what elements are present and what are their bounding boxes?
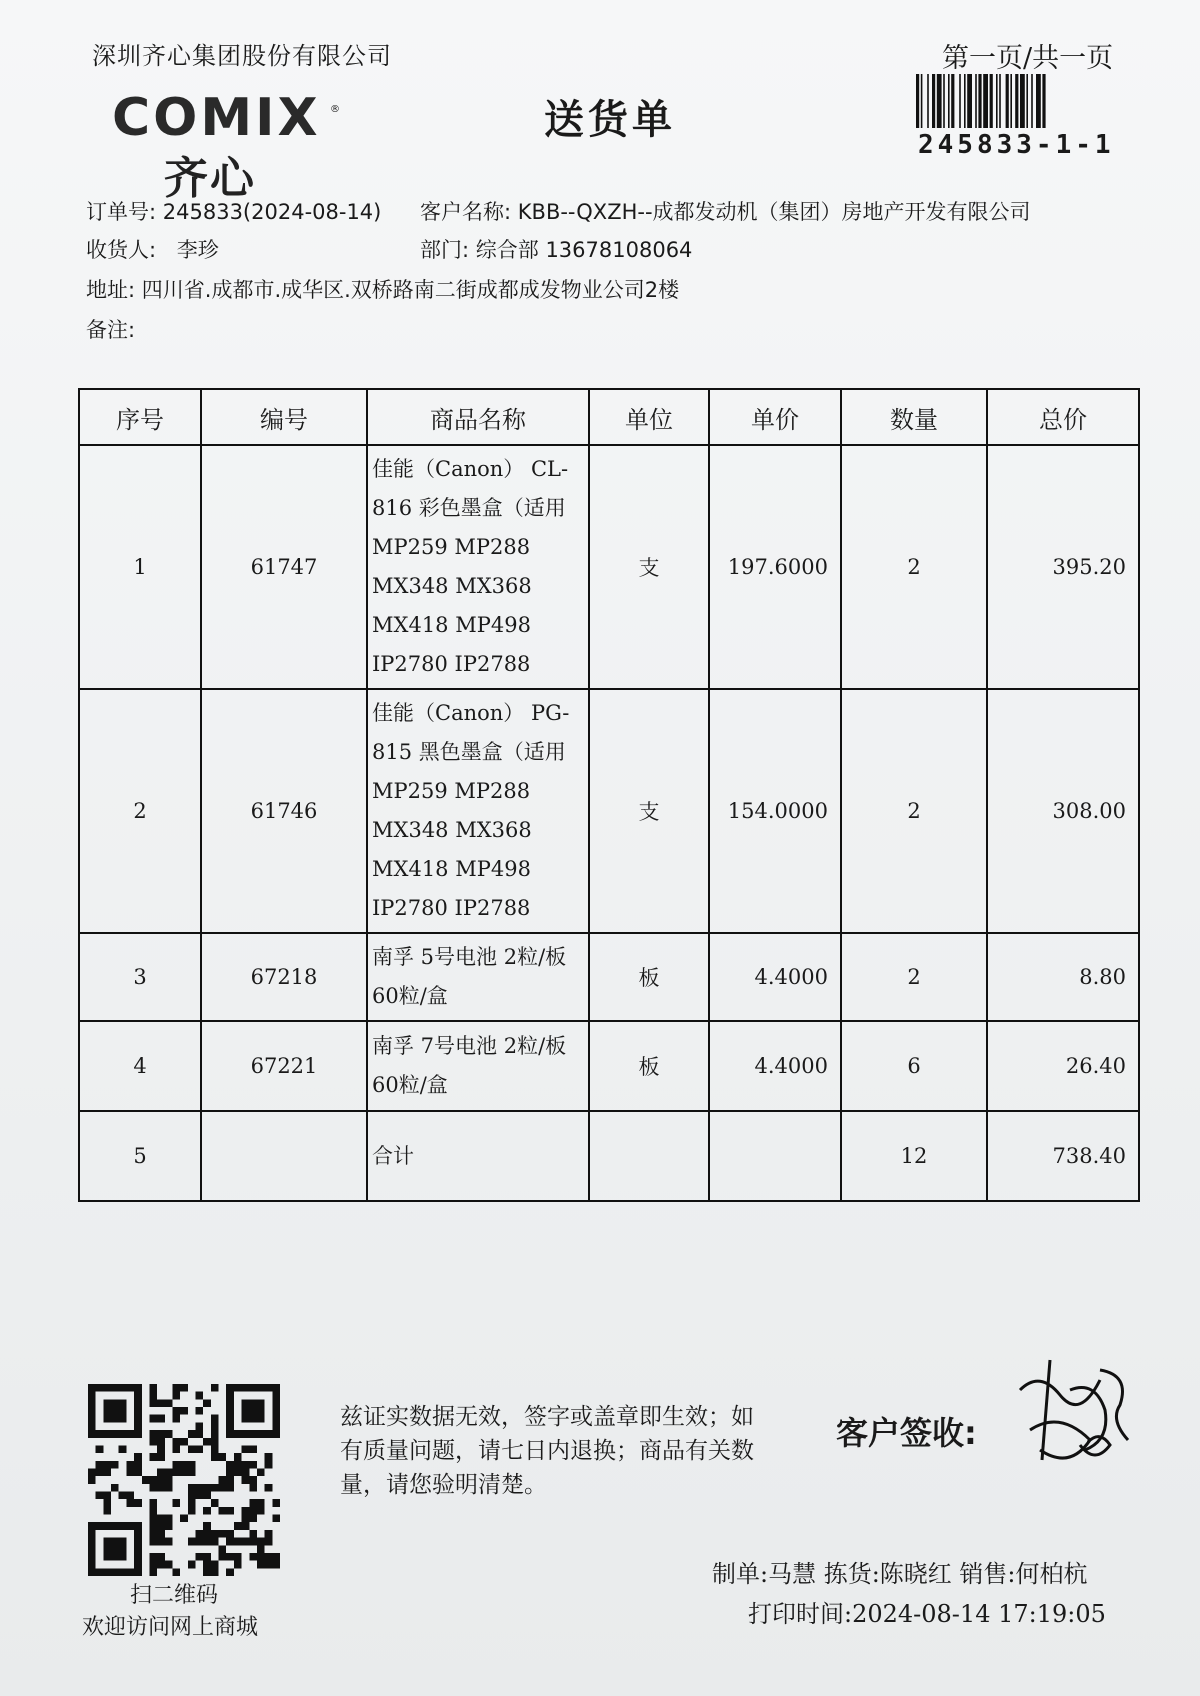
- table-row-total: [79, 1111, 1139, 1201]
- order-label: 订单号:: [86, 200, 157, 224]
- row-seq: 4: [79, 1021, 201, 1111]
- dept-label: 部门:: [420, 238, 470, 262]
- barcode-number: 245833-1-1: [918, 130, 1115, 160]
- comix-logo-text: COMIX: [112, 88, 321, 148]
- header-code: 编号: [201, 389, 367, 445]
- qr-caption-mall: 欢迎访问网上商城: [82, 1615, 259, 1640]
- company-name: 深圳齐心集团股份有限公司: [92, 42, 392, 70]
- row-unit: 支: [589, 445, 709, 689]
- row-qty: 2: [841, 933, 987, 1021]
- row-code: 61746: [201, 689, 367, 933]
- department: [420, 234, 692, 264]
- address: [86, 274, 679, 304]
- row-total: 395.20: [987, 445, 1139, 689]
- qr-caption: 扫二维码: [130, 1583, 219, 1608]
- row-name: 南孚 7号电池 2粒/板 60粒/盒: [367, 1021, 589, 1111]
- header-qty: 数量: [841, 389, 987, 445]
- row-total: 8.80: [987, 933, 1139, 1021]
- row-seq: 2: [79, 689, 201, 933]
- header-name: 商品名称: [367, 389, 589, 445]
- customer-value: KBB--QXZH--成都发动机（集团）房地产开发有限公司: [517, 200, 1031, 224]
- page-number: 第一页/共一页: [942, 43, 1114, 74]
- table-row: [79, 1021, 1139, 1111]
- print-time: 打印时间:2024-08-14 17:19:05: [748, 1600, 1106, 1628]
- remark: [86, 314, 135, 344]
- row-name: 佳能（Canon） PG-815 黑色墨盒（适用 MP259 MP288 MX348 MX368 MX418 MP498 IP2780 IP2788: [367, 689, 589, 933]
- header-price: 单价: [709, 389, 841, 445]
- comix-logo-chinese: 齐心: [164, 153, 256, 204]
- address-value: 四川省.成都市.成华区.双桥路南二街成都成发物业公司2楼: [141, 278, 680, 302]
- remark-label: 备注:: [86, 318, 136, 342]
- customer-sign-label: 客户签收:: [836, 1414, 977, 1452]
- row-code: 61747: [201, 445, 367, 689]
- dept-value: 综合部 13678108064: [475, 238, 693, 262]
- document-title: 送货单: [544, 97, 676, 143]
- row-unit: [589, 1111, 709, 1201]
- staff-info: 制单:马慧 拣货:陈晓红 销售:何柏杭: [712, 1560, 1088, 1588]
- barcode-icon: [916, 74, 1130, 128]
- row-total: 26.40: [987, 1021, 1139, 1111]
- table-row: [79, 933, 1139, 1021]
- row-price: 154.0000: [709, 689, 841, 933]
- row-code: 67221: [201, 1021, 367, 1111]
- row-unit: 板: [589, 1021, 709, 1111]
- goods-table: [78, 388, 1140, 1202]
- table-row: [79, 445, 1139, 689]
- row-unit: 支: [589, 689, 709, 933]
- row-price: 4.4000: [709, 1021, 841, 1111]
- row-seq: 1: [79, 445, 201, 689]
- row-code: 67218: [201, 933, 367, 1021]
- registered-mark-icon: ®: [330, 104, 340, 115]
- row-code: [201, 1111, 367, 1201]
- row-price: 197.6000: [709, 445, 841, 689]
- receiver-label: 收货人:: [86, 238, 157, 262]
- row-qty: 2: [841, 689, 987, 933]
- row-qty: 12: [841, 1111, 987, 1201]
- customer-name: [420, 196, 1031, 226]
- address-label: 地址:: [86, 278, 136, 302]
- customer-label: 客户名称:: [420, 200, 512, 224]
- row-qty: 2: [841, 445, 987, 689]
- order-number: [86, 196, 381, 226]
- row-name: 合计: [367, 1111, 589, 1201]
- notice-text: 兹证实数据无效，签字或盖章即生效；如有质量问题，请七日内退换；商品有关数量，请您验明清楚。: [340, 1404, 754, 1498]
- table-row: [79, 689, 1139, 933]
- header-unit: 单位: [589, 389, 709, 445]
- header-seq: 序号: [79, 389, 201, 445]
- receiver-value: 李珍: [176, 238, 219, 262]
- table-header-row: [79, 389, 1139, 445]
- row-name: 南孚 5号电池 2粒/板 60粒/盒: [367, 933, 589, 1021]
- row-name: 佳能（Canon） CL-816 彩色墨盒（适用 MP259 MP288 MX348 MX368 MX418 MP498 IP2780 IP2788: [367, 445, 589, 689]
- row-total: 738.40: [987, 1111, 1139, 1201]
- row-price: 4.4000: [709, 933, 841, 1021]
- row-price: [709, 1111, 841, 1201]
- header-total: 总价: [987, 389, 1139, 445]
- row-qty: 6: [841, 1021, 987, 1111]
- row-seq: 5: [79, 1111, 201, 1201]
- row-seq: 3: [79, 933, 201, 1021]
- signature-icon: [1000, 1350, 1140, 1480]
- row-unit: 板: [589, 933, 709, 1021]
- qr-code-icon[interactable]: [88, 1384, 280, 1576]
- row-total: 308.00: [987, 689, 1139, 933]
- receiver: [86, 234, 219, 264]
- order-value: 245833(2024-08-14): [162, 200, 382, 224]
